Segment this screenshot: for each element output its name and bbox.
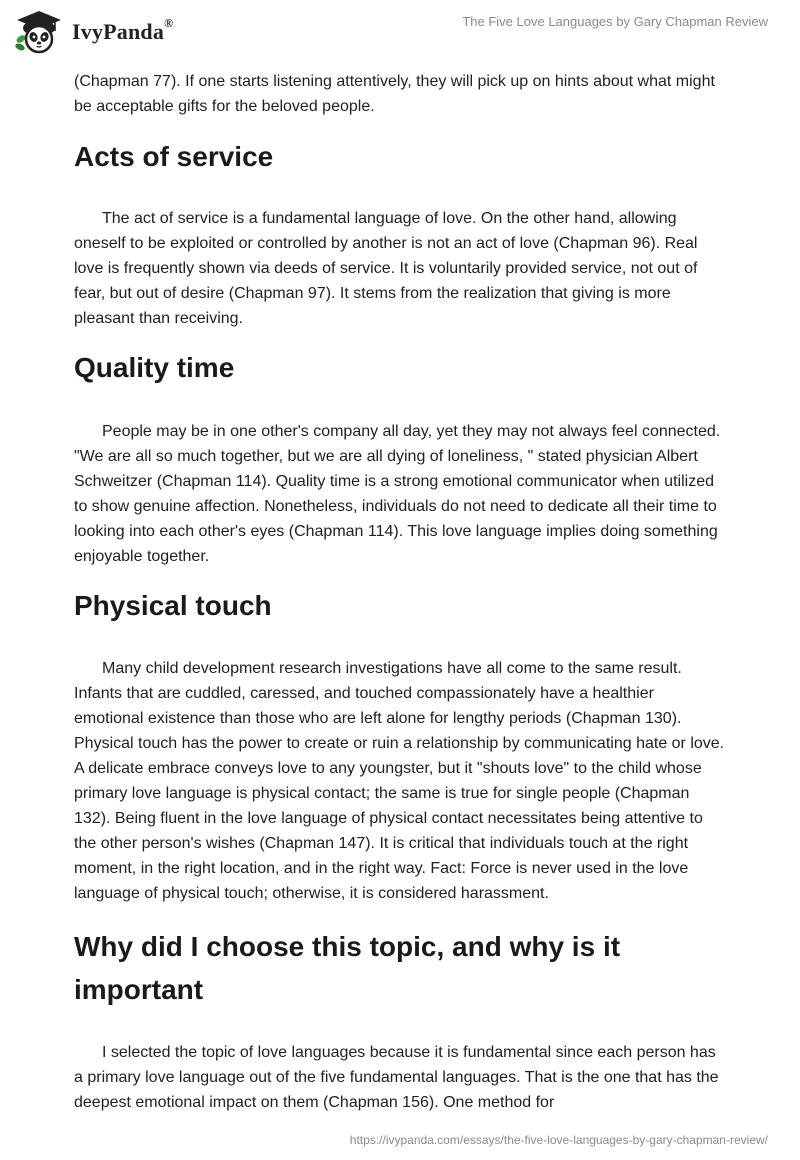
section-paragraph-physical-touch: Many child development research investigations have all come to the same result. Infants that are cuddled, caressed, and touched compassionately have a healthier emotional existence than those who are left alone for lengthy periods (Chapman 130). Physical touch has the power to create or ruin a relationship by communicating hate or love. A delicate embrace conveys love to any youngster, but it "shouts love" to the child whose primary love language is physical contact; the same is true for single people (Chapman 132). Being fluent in the love language of physical contact necessitates being attentive to the other person's wishes (Chapman 147). It is critical that individuals touch at the right moment, in the right location, and in the right way. Fact: Force is never used in the love language of physical touch; otherwise, it is considered harassment. — [74, 660, 725, 902]
essay-content — [74, 69, 726, 1115]
ivypanda-logo[interactable] — [14, 8, 173, 56]
section-heading-physical-touch: Physical touch — [74, 590, 272, 621]
intro-paragraph: (Chapman 77). If one starts listening attentively, they will pick up on hints about what might be acceptable gifts for the beloved people. — [74, 73, 715, 115]
panda-graduate-logo-icon — [14, 9, 64, 55]
source-url[interactable]: https://ivypanda.com/essays/the-five-love-languages-by-gary-chapman-review/ — [349, 1133, 768, 1147]
section-heading-why-this-topic: Why did I choose this topic, and why is it important — [74, 931, 621, 1005]
section-paragraph-why-this-topic: I selected the topic of love languages because it is fundamental since each person has a primary love language out of the five fundamental languages. That is the one that has the deepest emotional impact on them (Chapman 156). One method for — [74, 1044, 719, 1111]
section-paragraph-acts-of-service: The act of service is a fundamental language of love. On the other hand, allowing oneself to be exploited or controlled by another is not an act of love (Chapman 96). Real love is frequently shown via deeds of service. It is voluntarily provided service, not out of fear, but out of desire (Chapman 97). It stems from the realization that giving is more pleasant than receiving. — [74, 210, 698, 327]
section-heading-quality-time: Quality time — [74, 352, 235, 383]
section-heading-acts-of-service: Acts of service — [74, 141, 274, 172]
brand-name: IvyPanda® — [72, 15, 174, 44]
page-header — [0, 0, 800, 70]
document-title: The Five Love Languages by Gary Chapman Review — [462, 14, 768, 29]
section-paragraph-quality-time: People may be in one other's company all day, yet they may not always feel connected. "We are all so much together, but we are all dying of loneliness, " stated physician Albert Schweitzer (Chapman 114). Quality time is a strong emotional communicator when utilized to show genuine affection. Nonetheless, individuals do not need to dedicate all their time to looking into each other's eyes (Chapman 114). This love language implies doing something enjoyable together. — [74, 423, 721, 565]
